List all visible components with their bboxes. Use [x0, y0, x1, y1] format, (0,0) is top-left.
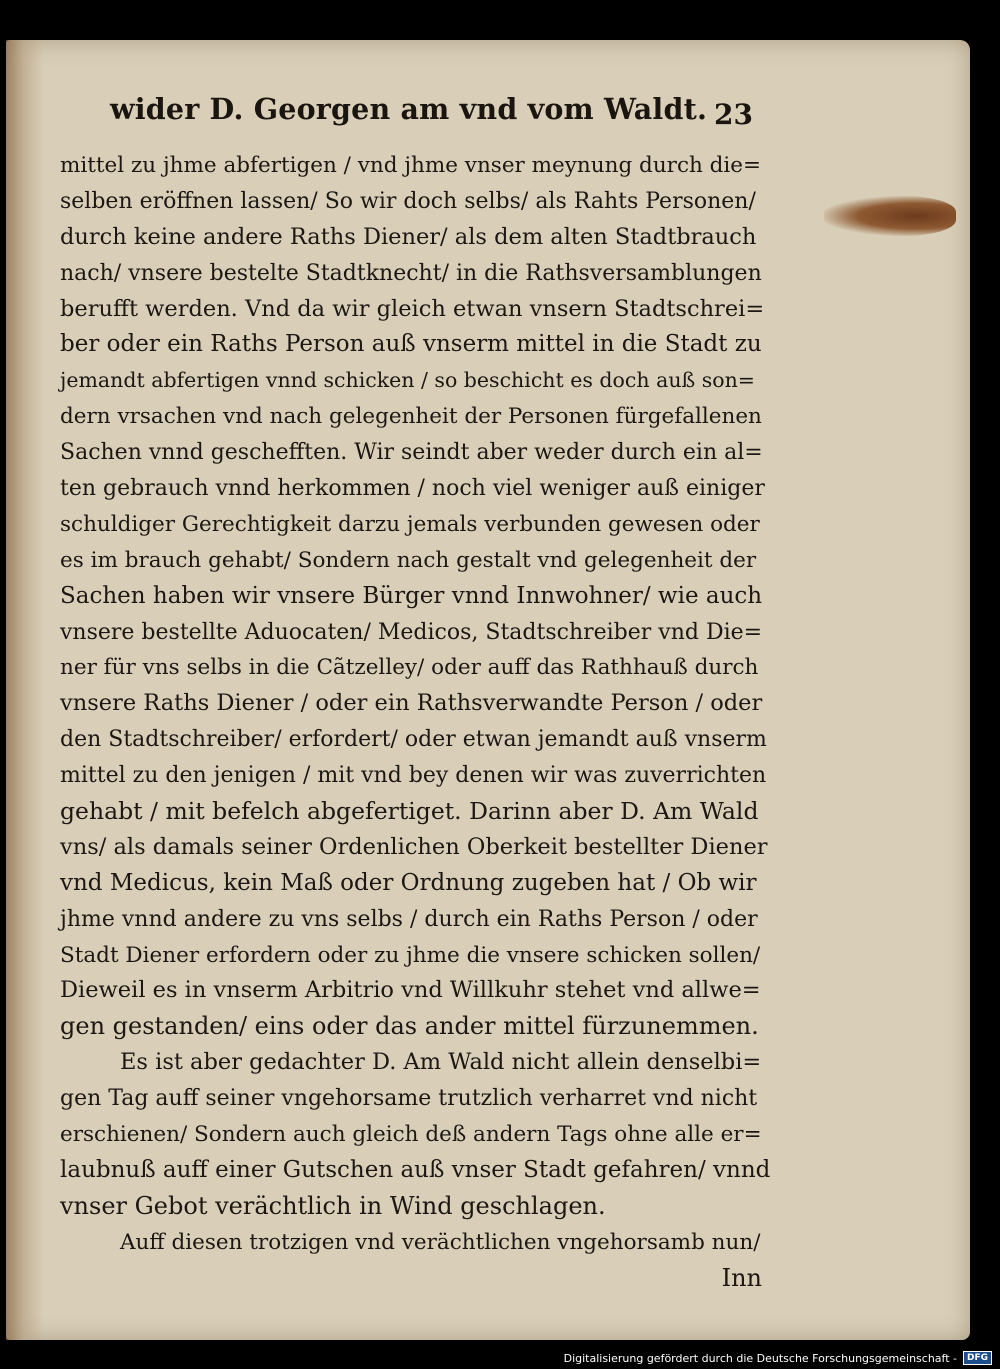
text-line: Stadt Diener erfordern oder zu jhme die vnsere schicken sollen/: [60, 942, 761, 968]
text-line: berufft werden. Vnd da wir gleich etwan vnsern Stadtschrei=: [60, 295, 765, 322]
digitization-footer: [564, 1351, 992, 1365]
text-line: ten gebrauch vnnd herkommen / noch viel weniger auß einiger: [60, 476, 765, 502]
text-line: selben eröffnen lassen/ So wir doch selbs/ als Rahts Personen/: [60, 188, 756, 214]
paragraph-start-line: Auff diesen trotzigen vnd verächtlichen vngehorsamb nun/: [120, 1229, 761, 1255]
text-line: erschienen/ Sondern auch gleich deß andern Tags ohne alle er=: [60, 1122, 762, 1148]
text-line: ber oder ein Raths Person auß vnserm mittel in die Stadt zu: [60, 331, 762, 358]
text-line: Sachen haben wir vnsere Bürger vnnd Innwohner/ wie auch: [60, 582, 763, 609]
footer-credit: Digitalisierung gefördert durch die Deutsche Forschungsgemeinschaft -: [563, 1351, 957, 1365]
text-line: schuldiger Gerechtigkeit darzu jemals verbunden gewesen oder: [60, 511, 760, 537]
text-line: durch keine andere Raths Diener/ als dem alten Stadtbrauch: [60, 223, 757, 250]
text-line: jemandt abfertigen vnnd schicken / so beschicht es doch auß son=: [60, 368, 755, 393]
text-line: jhme vnnd andere zu vns selbs / durch ein Raths Person / oder: [60, 906, 758, 932]
text-line: gehabt / mit befelch abgefertiget. Darinn aber D. Am Wald: [60, 797, 759, 826]
text-line: Dieweil es in vnserm Arbitrio vnd Willkuhr stehet vnd allwe=: [60, 977, 761, 1004]
text-line: gen Tag auff seiner vngehorsame trutzlich verharret vnd nicht: [60, 1086, 758, 1112]
paper-stain: [824, 196, 956, 236]
text-line: dern vrsachen vnd nach gelegenheit der Personen fürgefallenen: [60, 404, 762, 430]
text-line: vnd Medicus, kein Maß oder Ordnung zugeben hat / Ob wir: [60, 869, 757, 896]
page-header: [110, 92, 800, 148]
text-line: vnser Gebot verächtlich in Wind geschlagen.: [60, 1191, 606, 1220]
dfg-logo: DFG: [963, 1351, 992, 1365]
text-line: laubnuß auff einer Gutschen auß vnser Stadt gefahren/ vnnd: [60, 1156, 771, 1183]
text-line: es im brauch gehabt/ Sondern nach gestalt vnd gelegenheit der: [60, 547, 757, 573]
text-line: mittel zu den jenigen / mit vnd bey denen wir was zuverrichten: [60, 763, 767, 789]
body-text: [60, 148, 770, 1297]
text-line: gen gestanden/ eins oder das ander mittel fürzunemmen.: [60, 1012, 759, 1041]
text-line: vns/ als damals seiner Ordenlichen Oberkeit bestellter Diener: [60, 833, 768, 860]
text-line: vnsere Raths Diener / oder ein Rathsverwandte Person / oder: [60, 690, 763, 717]
catchword: Inn: [721, 1263, 762, 1292]
page-number: 23: [714, 98, 753, 131]
text-line: ner für vns selbs in die Cãtzelley/ oder auff das Rathhauß durch: [60, 655, 759, 681]
text-line: Sachen vnnd geschefften. Wir seindt aber weder durch ein al=: [60, 440, 763, 466]
text-line: nach/ vnsere bestelte Stadtknecht/ in die Rathsversamblungen: [60, 260, 762, 286]
page-spine-shadow: [6, 40, 44, 1340]
text-line: den Stadtschreiber/ erfordert/ oder etwan jemandt auß vnserm: [60, 727, 767, 753]
text-line: vnsere bestellte Aduocaten/ Medicos, Stadtschreiber vnd Die=: [60, 619, 763, 645]
text-line: mittel zu jhme abfertigen / vnd jhme vnser meynung durch die=: [60, 153, 762, 178]
running-head: wider D. Georgen am vnd vom Waldt.: [110, 92, 708, 126]
paragraph-start-line: Es ist aber gedachter D. Am Wald nicht allein denselbi=: [120, 1049, 762, 1076]
